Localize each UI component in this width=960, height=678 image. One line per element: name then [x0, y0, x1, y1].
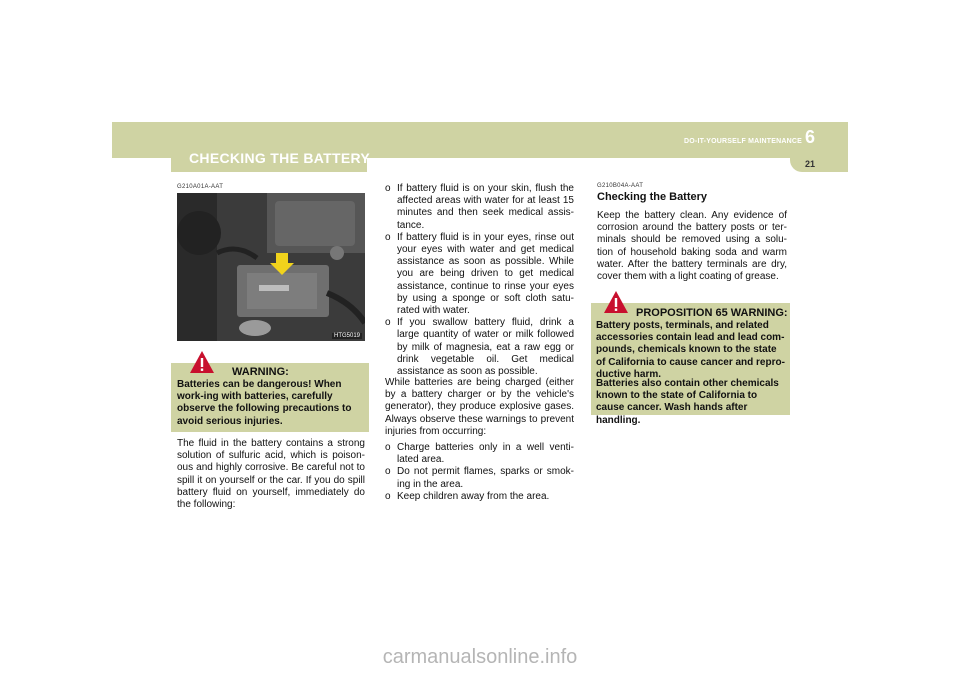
battery-photo [177, 193, 365, 341]
list-item: o If battery fluid is on your skin, flush the affected areas with water for at least 15 minutes and then seek medical assis-tance. [385, 183, 574, 231]
bullet: o [385, 490, 391, 502]
chapter-number: 6 [804, 127, 815, 147]
list-item: o Keep children away from the area. [385, 490, 550, 502]
bullet: o [385, 183, 391, 194]
prop65-title: PROPOSITION 65 WARNING: [636, 307, 788, 319]
warning-text: Batteries can be dangerous! When work-ing with batteries, carefully observe the following precautions to avoid serious injuries. [177, 379, 352, 427]
list-item: o Do not permit flames, sparks or smok-ing in the area. [385, 466, 574, 490]
page-number: 21 [804, 159, 815, 169]
bullet: o [385, 317, 391, 329]
chapter-name: DO-IT-YOURSELF MAINTENANCE [684, 138, 802, 145]
warning-icon [603, 290, 629, 314]
list-item: o If battery fluid is in your eyes, rinse out your eyes with water and get medical assistance as soon as possible. While you are being driven to get medical assistance, continue to rinse your eyes by using a sponge or soft cloth satu-rated with water. [385, 231, 574, 317]
charging-paragraph: While batteries are being charged (either by a battery charger or by the vehicle's generator), they produce explosive gases. Always observe these warnings to prevent injuries from occurring: [385, 377, 574, 437]
prop65-text-2: Batteries also contain other chemicals known to the state of California to cause cancer. Wash hands after handling. [596, 378, 779, 426]
bullet: o [385, 466, 391, 478]
list-item: o Charge batteries only in a well venti-lated area. [385, 442, 574, 466]
section-code: G210B04A-AAT [597, 183, 644, 189]
bullet: o [385, 442, 391, 453]
section-title: CHECKING THE BATTERY [189, 150, 370, 166]
list-item: o If you swallow battery fluid, drink a large quantity of water or milk followed by milk of magnesia, eat a raw egg or drink vegetable oil. Get medical assistance as soon as possible. [385, 317, 574, 378]
figure-code: G210A01A-AAT [177, 184, 224, 190]
cleaning-paragraph: Keep the battery clean. Any evidence of corrosion around the battery posts or ter-minals should be removed using a solu-tion of household baking soda and warm water. After the battery terminals are dry, cover them with a light coating of grease. [597, 210, 787, 283]
warning-icon [189, 350, 215, 374]
engine-bay-illustration [177, 193, 365, 341]
watermark: carmanualsonline.info [382, 646, 578, 668]
prop65-text-1: Battery posts, terminals, and related accessories contain lead and lead com-pounds, chemicals known to the state of California to cause cancer and repro-ductive harm. [596, 320, 785, 380]
warning-title: WARNING: [232, 366, 289, 378]
subheading: Checking the Battery [597, 191, 708, 203]
intro-paragraph: The fluid in the battery contains a strong solution of sulfuric acid, which is poison-ous and highly corrosive. Be careful not to spill it on yourself or the car. If you do spill battery fluid on yourself, immediately do the following: [177, 438, 365, 511]
charging-list [385, 442, 574, 503]
photo-code: HTG5019 [333, 333, 360, 339]
bullet: o [385, 231, 391, 243]
first-aid-list [385, 183, 574, 378]
